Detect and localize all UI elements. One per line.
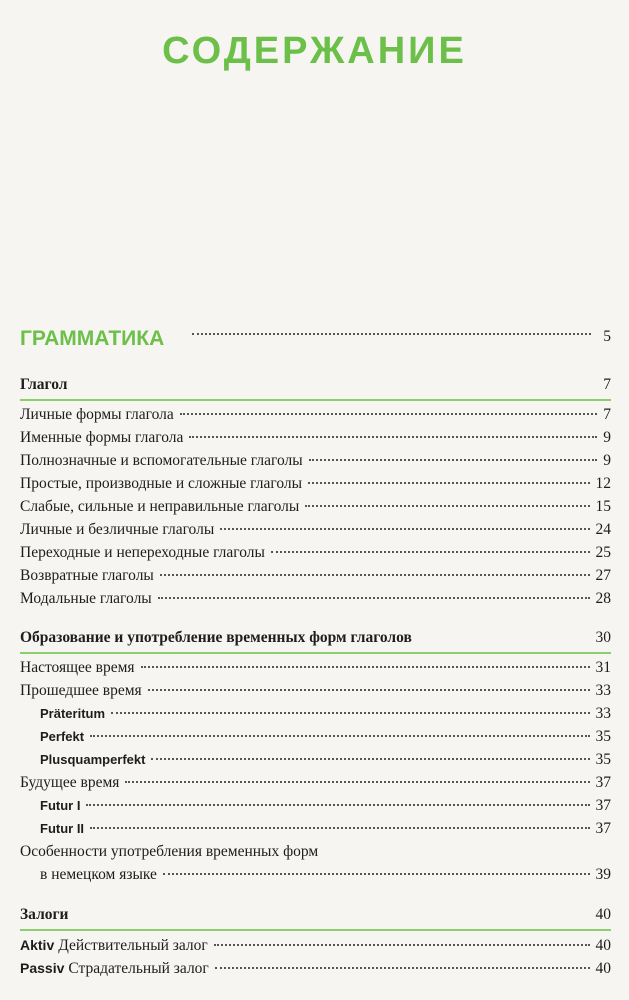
- toc-page: 27: [595, 567, 611, 584]
- toc-label: Будущее время: [20, 774, 120, 791]
- toc-entry[interactable]: [20, 543, 611, 563]
- toc-label: Слабые, сильные и неправильные глаголы: [20, 498, 300, 515]
- toc-label: Возвратные глаголы: [20, 567, 154, 584]
- toc-entry-line[interactable]: Особенности употребления временных форм: [20, 843, 319, 860]
- toc-page: 35: [595, 728, 611, 745]
- voice-tag: Passiv: [20, 960, 65, 976]
- toc-page: 25: [595, 544, 611, 561]
- section-title-grammar[interactable]: ГРАММАТИКА: [20, 327, 165, 350]
- toc-page: 12: [595, 475, 611, 492]
- dot-leader: [90, 735, 589, 737]
- toc-label: Präteritum: [40, 706, 106, 721]
- heading-page: 30: [595, 629, 611, 646]
- toc-page: 9: [603, 452, 611, 469]
- heading-label: Залоги: [20, 906, 69, 923]
- toc-label: Переходные и непереходные глаголы: [20, 544, 265, 561]
- heading-page: 7: [603, 376, 611, 393]
- toc-subentry[interactable]: [20, 819, 611, 839]
- dot-leader: [86, 804, 589, 806]
- toc-entry[interactable]: [20, 405, 611, 425]
- dot-leader: [141, 666, 590, 668]
- toc-entry[interactable]: [20, 589, 611, 609]
- toc-label: Perfekt: [40, 729, 85, 744]
- heading-label: Глагол: [20, 376, 68, 393]
- toc-page: 37: [595, 797, 611, 814]
- dot-leader: [160, 574, 590, 576]
- toc-label: Личные формы глагола: [20, 406, 174, 423]
- section-page-number: 5: [603, 328, 611, 345]
- dot-leader: [158, 597, 590, 599]
- toc-entry[interactable]: [40, 865, 611, 885]
- voice-tag: Aktiv: [20, 937, 55, 953]
- toc-page: 24: [595, 521, 611, 538]
- dot-leader: [151, 758, 589, 760]
- toc-entry[interactable]: [20, 958, 611, 979]
- toc-entry[interactable]: [20, 428, 611, 448]
- toc-page: 7: [603, 406, 611, 423]
- toc-page: 35: [595, 751, 611, 768]
- toc-page: 33: [595, 705, 611, 722]
- toc-page: 40: [595, 960, 611, 977]
- toc-entry[interactable]: [20, 474, 611, 494]
- toc-entry[interactable]: [20, 935, 611, 956]
- toc-label: [20, 935, 208, 956]
- toc-page: 33: [595, 682, 611, 699]
- toc-subentry[interactable]: [20, 727, 611, 747]
- dot-leader: [308, 482, 589, 484]
- voice-label: Страдательный залог: [68, 960, 209, 977]
- toc-entry[interactable]: [20, 451, 611, 471]
- dot-leader: [215, 967, 590, 969]
- dot-leader: [111, 712, 589, 714]
- dot-leader: [214, 944, 590, 946]
- toc-label: [20, 958, 209, 979]
- dot-leader: [271, 551, 590, 553]
- dot-leader: [90, 827, 589, 829]
- dot-leader: [309, 459, 598, 461]
- toc-label: Личные и безличные глаголы: [20, 521, 215, 538]
- toc-page: 31: [595, 659, 611, 676]
- heading-glagol[interactable]: [20, 375, 611, 401]
- heading-label: Образование и употребление временных форм глаголов: [20, 629, 412, 646]
- toc-page: 28: [595, 590, 611, 607]
- dot-leader: [163, 873, 590, 875]
- toc-page: 37: [595, 820, 611, 837]
- toc-entry[interactable]: [20, 681, 611, 701]
- toc-subentry[interactable]: [20, 704, 611, 724]
- toc-page: 39: [595, 866, 611, 883]
- toc-label: Futur I: [40, 798, 81, 813]
- toc-entry[interactable]: [20, 520, 611, 540]
- dot-leader: [125, 781, 589, 783]
- toc-label: Futur II: [40, 821, 85, 836]
- voice-label: Действительный залог: [58, 937, 208, 954]
- heading-voice[interactable]: [20, 905, 611, 931]
- toc-page: 40: [595, 937, 611, 954]
- toc-label: в немецком языке: [40, 866, 157, 883]
- toc-label: Именные формы глагола: [20, 429, 184, 446]
- toc-entry[interactable]: [20, 658, 611, 678]
- heading-page: 40: [595, 906, 611, 923]
- toc-page: 9: [603, 429, 611, 446]
- page-title: СОДЕРЖАНИЕ: [162, 30, 467, 72]
- dot-leader: [148, 689, 590, 691]
- toc-page: 37: [595, 774, 611, 791]
- dot-leader: [189, 436, 597, 438]
- toc-label: Прошедшее время: [20, 682, 142, 699]
- dot-leader: [220, 528, 589, 530]
- heading-tenses[interactable]: [20, 628, 611, 654]
- toc-label: Простые, производные и сложные глаголы: [20, 475, 303, 492]
- toc-entry[interactable]: [20, 497, 611, 517]
- toc-label: Модальные глаголы: [20, 590, 152, 607]
- toc-label: Plusquamperfekt: [40, 752, 146, 767]
- toc-entry[interactable]: [20, 773, 611, 793]
- dot-leader: [180, 413, 597, 415]
- toc-subentry[interactable]: [20, 750, 611, 770]
- toc-label: Настоящее время: [20, 659, 135, 676]
- dot-leader: [305, 505, 589, 507]
- dot-leader: [192, 333, 591, 335]
- toc-entry[interactable]: [20, 566, 611, 586]
- toc-label: Полнозначные и вспомогательные глаголы: [20, 452, 303, 469]
- toc-subentry[interactable]: [20, 796, 611, 816]
- toc-page: 15: [595, 498, 611, 515]
